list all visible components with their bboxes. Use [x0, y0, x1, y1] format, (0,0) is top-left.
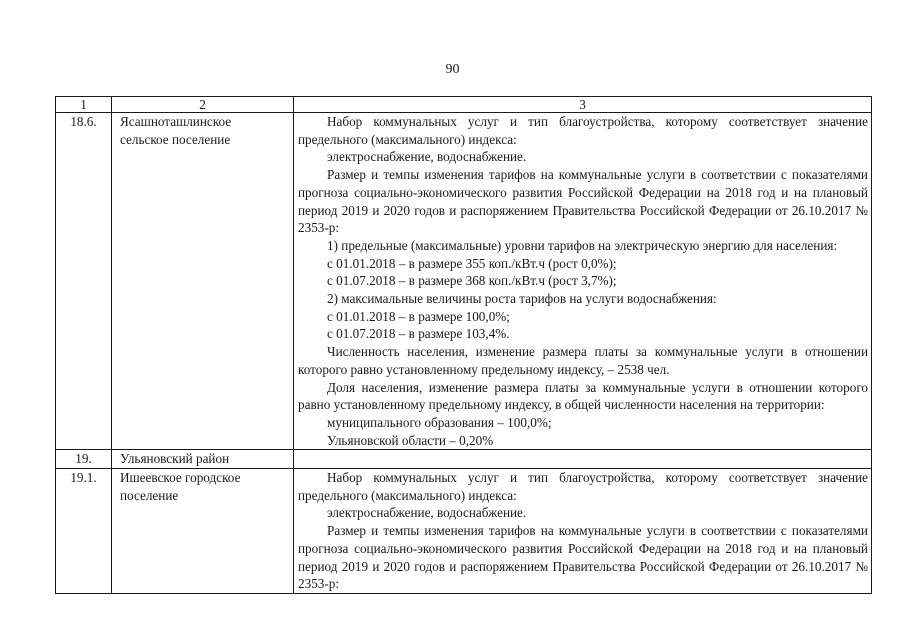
table-row — [56, 469, 872, 594]
tariff-table — [55, 96, 872, 594]
page-number: 90 — [445, 62, 460, 77]
district-name-text: Ульяновский район — [120, 451, 230, 467]
content-line: Ульяновской области – 0,20% — [327, 432, 494, 448]
row-number: 19. — [56, 450, 112, 469]
content-paragraph: Набор коммунальных услуг и тип благоустройства, которому соответствует значение предельного (максимального) индекса: — [298, 470, 868, 503]
content-paragraph: Набор коммунальных услуг и тип благоустройства, которому соответствует значение предельного (максимального) индекса: — [298, 114, 868, 147]
content-line: с 01.07.2018 – в размере 103,4%. — [327, 326, 510, 342]
content-line: с 01.01.2018 – в размере 100,0%; — [327, 308, 510, 324]
settlement-name — [112, 113, 294, 450]
row-number: 19.1. — [56, 469, 112, 594]
content-paragraph: Численность населения, изменение размера платы за коммунальные услуги в отношении которого равно установленному предельному индексу, – 2538 чел. — [298, 344, 868, 377]
table-header-row — [56, 97, 872, 113]
column-header-2: 2 — [112, 97, 294, 113]
content-paragraph: Доля населения, изменение размера платы за коммунальные услуги в отношении которого равно установленному предельному индексу, в общей численности населения на территории: — [298, 379, 868, 413]
content-line: муниципального образования – 100,0%; — [327, 414, 552, 430]
settlement-name-text: Ишеевское городское поселение — [120, 470, 241, 503]
content-paragraph: Размер и темпы изменения тарифов на коммунальные услуги в соответствии с показателями прогноза социально-экономического развития Российской Федерации на 2018 год и на плановый период 2019 и 2020 годов и распоряжением Правительства Российской Федерации от 26.10.2017 № 2353-р: — [298, 167, 868, 236]
row-content — [294, 450, 872, 469]
column-header-1: 1 — [56, 97, 112, 113]
row-content — [294, 469, 872, 594]
row-number: 18.6. — [56, 113, 112, 450]
settlement-name-text: Ясашноташлинское сельское поселение — [120, 114, 232, 147]
row-content — [294, 113, 872, 450]
table-row — [56, 113, 872, 450]
content-line: электроснабжение, водоснабжение. — [327, 149, 527, 165]
content-line: с 01.07.2018 – в размере 368 коп./кВт.ч (рост 3,7%); — [327, 273, 617, 289]
content-line: электроснабжение, водоснабжение. — [327, 505, 527, 521]
settlement-name — [112, 469, 294, 594]
content-line: с 01.01.2018 – в размере 355 коп./кВт.ч (рост 0,0%); — [327, 255, 617, 271]
content-paragraph: Размер и темпы изменения тарифов на коммунальные услуги в соответствии с показателями прогноза социально-экономического развития Российской Федерации на 2018 год и на плановый период 2019 и 2020 годов и распоряжением Правительства Российской Федерации от 26.10.2017 № 2353-р: — [298, 523, 868, 592]
district-name — [112, 450, 294, 469]
content-paragraph: 1) предельные (максимальные) уровни тарифов на электрическую энергию для населения: — [327, 237, 838, 253]
column-header-3: 3 — [294, 97, 872, 113]
table-row — [56, 450, 872, 469]
content-line: 2) максимальные величины роста тарифов на услуги водоснабжения: — [327, 291, 717, 307]
